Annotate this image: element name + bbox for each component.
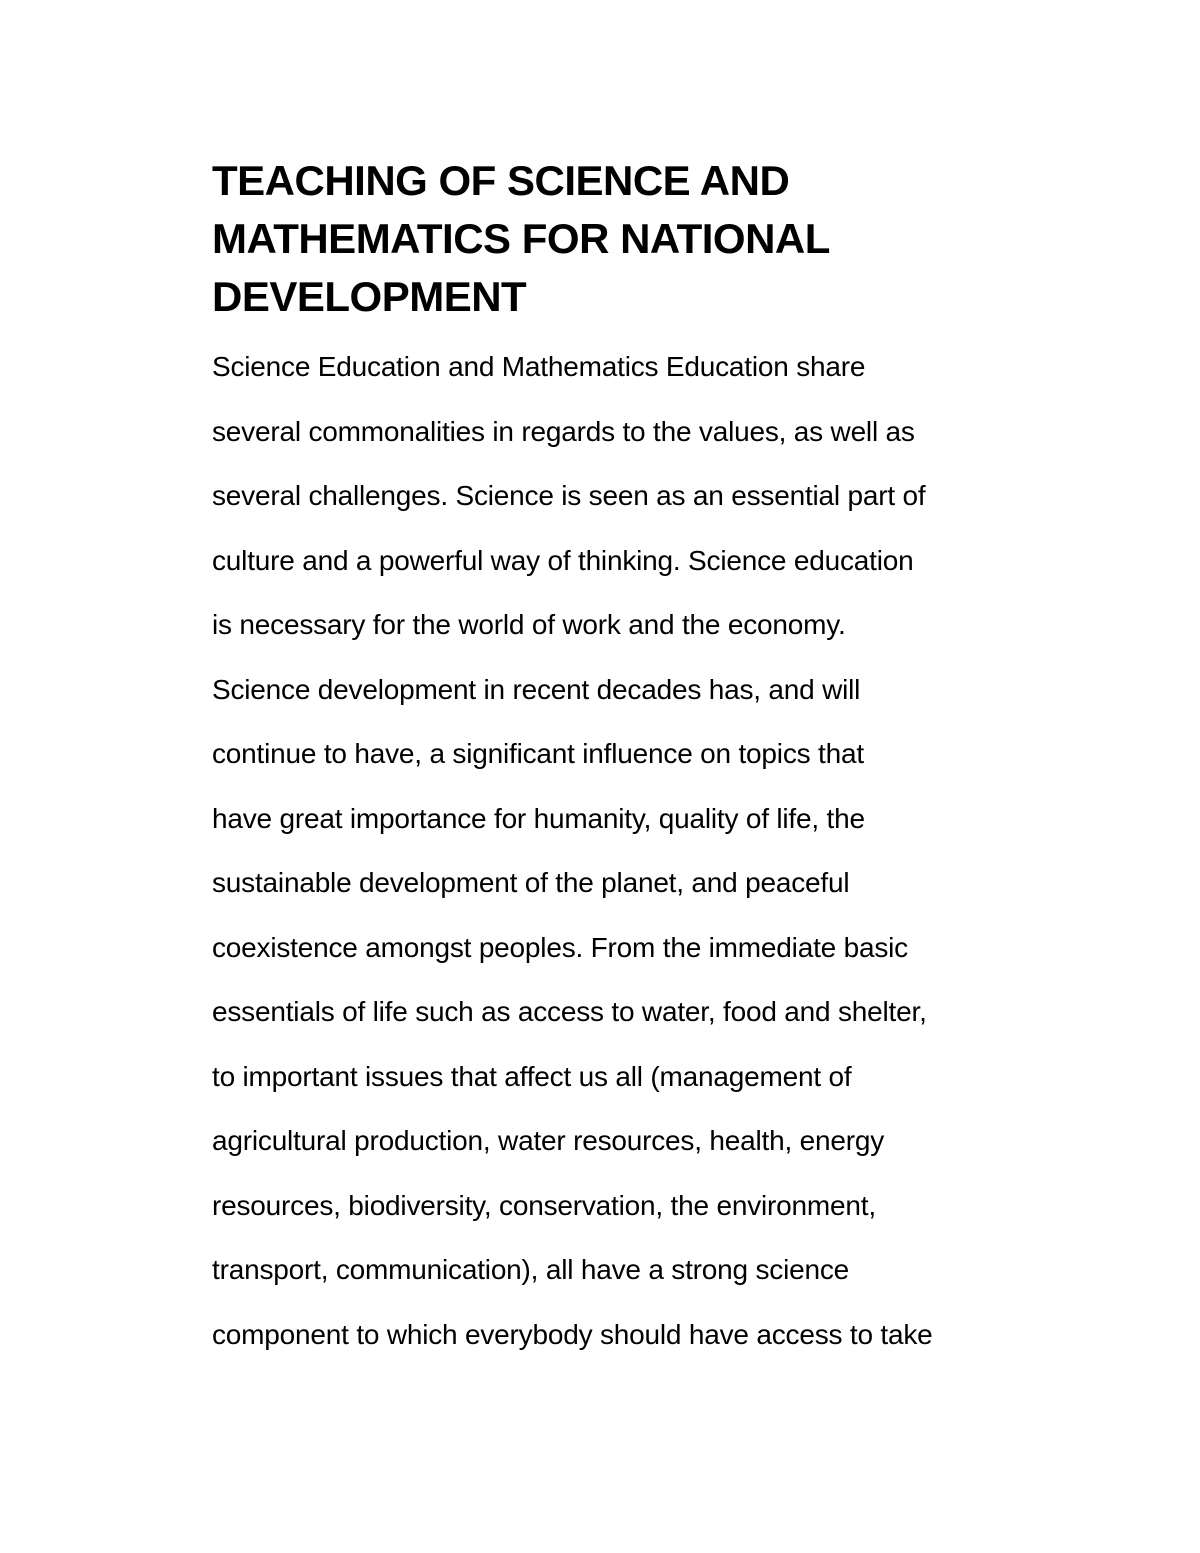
body-line: agricultural production, water resources, health, energy: [212, 1125, 885, 1156]
body-line: Science Education and Mathematics Education share: [212, 351, 866, 382]
body-line: continue to have, a significant influence on topics that: [212, 738, 864, 769]
body-line: component to which everybody should have access to take: [212, 1318, 933, 1350]
body-line: several commonalities in regards to the values, as well as: [212, 415, 915, 447]
body-line: resources, biodiversity, conservation, the environment,: [212, 1189, 876, 1221]
page-title: [212, 152, 1112, 326]
body-line: is necessary for the world of work and the economy.: [212, 609, 846, 640]
body-line: to important issues that affect us all (management of: [212, 1060, 852, 1092]
body-line: culture and a powerful way of thinking. Science education: [212, 544, 914, 576]
body-line: coexistence amongst peoples. From the immediate basic: [212, 931, 908, 963]
body-line: several challenges. Science is seen as an essential part of: [212, 480, 926, 511]
title-line: DEVELOPMENT: [212, 273, 527, 320]
body-text: [212, 343, 1112, 1375]
body-line: essentials of life such as access to water, food and shelter,: [212, 996, 927, 1027]
body-line: transport, communication), all have a strong science: [212, 1254, 850, 1285]
title-line: TEACHING OF SCIENCE AND: [212, 157, 790, 204]
title-line: MATHEMATICS FOR NATIONAL: [212, 215, 830, 262]
body-line: Science development in recent decades has, and will: [212, 673, 861, 705]
body-line: have great importance for humanity, quality of life, the: [212, 802, 865, 834]
body-line: sustainable development of the planet, and peaceful: [212, 867, 850, 898]
